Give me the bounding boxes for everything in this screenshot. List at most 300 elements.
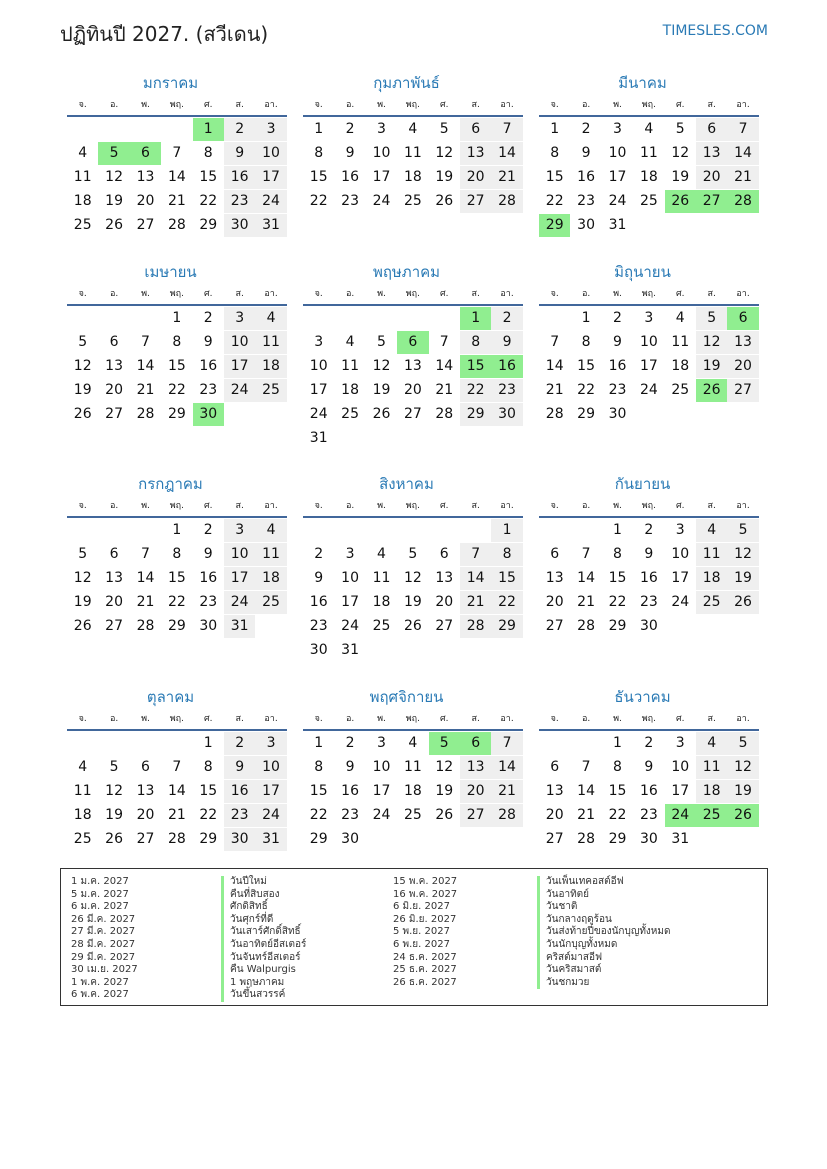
month-name: กุมภาพันธ์ [373, 74, 440, 92]
weekday-label: ส. [235, 100, 244, 110]
day-cell: 2 [314, 546, 324, 562]
month-name: พฤศจิกายน [369, 688, 444, 706]
legend-entry: คืน Walpurgis [221, 964, 306, 977]
day-cell: 1 [581, 310, 591, 326]
empty-cell [67, 118, 98, 141]
weekday-label: พฤ. [641, 501, 656, 511]
day-cell: 1 [314, 735, 324, 751]
legend-entry: วันส่งท้ายปีของนักบุญทั้งหมด [537, 926, 671, 939]
day-cell: 12 [435, 759, 454, 775]
empty-cell [98, 732, 129, 755]
weekday-label: พ. [377, 289, 386, 299]
day-cell: 13 [460, 756, 491, 779]
weekday-label: พฤ. [405, 100, 420, 110]
legend-entry: 6 พ.ค. 2027 [71, 989, 129, 1001]
legend-entry: 6 ม.ค. 2027 [71, 901, 129, 913]
day-cell: 26 [105, 217, 123, 233]
holiday-day-cell: 30 [193, 403, 224, 426]
day-cell: 18 [255, 567, 286, 590]
weekday-label: พฤ. [169, 289, 184, 299]
empty-cell [460, 519, 491, 542]
day-cell: 29 [167, 406, 186, 422]
day-cell: 7 [550, 334, 560, 350]
day-cell: 22 [608, 807, 627, 823]
day-cell: 1 [613, 735, 622, 751]
weekday-label: ส. [235, 501, 244, 511]
holiday-day-cell: 26 [665, 190, 696, 213]
empty-cell [130, 118, 161, 141]
day-cell: 10 [608, 145, 627, 161]
day-cell: 13 [545, 570, 564, 586]
month-calendar [296, 259, 517, 451]
day-cell: 19 [372, 382, 391, 398]
month-name: มกราคม [142, 74, 199, 92]
day-cell: 4 [696, 732, 727, 755]
day-cell: 8 [460, 331, 491, 354]
day-cell: 11 [73, 169, 92, 185]
day-cell: 14 [577, 570, 595, 586]
day-cell: 5 [78, 546, 88, 562]
day-cell: 20 [696, 166, 727, 189]
day-cell: 29 [199, 831, 218, 847]
empty-cell [539, 519, 570, 542]
day-cell: 15 [199, 783, 218, 799]
weekday-header [67, 285, 287, 306]
day-cell: 10 [671, 759, 690, 775]
weekday-label: ศ. [439, 501, 449, 511]
day-cell: 2 [203, 522, 213, 538]
weekday-label: อา. [264, 501, 278, 511]
holiday-day-cell: 25 [696, 804, 727, 827]
day-cell: 3 [345, 546, 355, 562]
day-cell: 18 [403, 169, 422, 185]
weekday-label: พ. [141, 289, 150, 299]
day-cell: 25 [255, 591, 286, 614]
day-cell: 1 [613, 522, 622, 538]
month-calendar [60, 259, 281, 427]
day-cell: 17 [309, 382, 328, 398]
day-cell: 6 [460, 118, 491, 141]
weekday-label: จ. [314, 501, 323, 511]
day-cell: 12 [696, 331, 727, 354]
day-cell: 27 [460, 804, 491, 827]
day-cell: 15 [545, 169, 564, 185]
day-cell: 17 [372, 169, 391, 185]
day-cell: 3 [613, 121, 622, 137]
weekday-label: ศ. [203, 714, 213, 724]
day-cell: 26 [73, 618, 92, 634]
weekday-label: ส. [471, 289, 480, 299]
day-cell: 25 [671, 382, 690, 398]
day-cell: 9 [345, 145, 355, 161]
weekday-label: พฤ. [405, 289, 420, 299]
day-cell: 25 [403, 807, 422, 823]
day-cell: 29 [460, 403, 491, 426]
day-cell: 3 [377, 735, 386, 751]
day-cell: 23 [639, 807, 658, 823]
day-cell: 5 [696, 307, 727, 330]
empty-cell [161, 118, 192, 141]
day-cell: 20 [403, 382, 422, 398]
weekday-label: อา. [264, 714, 278, 724]
day-cell: 20 [105, 594, 123, 610]
empty-cell [539, 307, 570, 330]
day-cell: 6 [550, 759, 560, 775]
weekday-label: ศ. [203, 289, 213, 299]
weekday-header [539, 497, 759, 518]
day-cell: 25 [696, 591, 727, 614]
weekday-label: อา. [264, 100, 278, 110]
day-cell: 1 [203, 735, 213, 751]
day-cell: 21 [136, 382, 155, 398]
month-name: สิงหาคม [379, 475, 434, 493]
weekday-label: อ. [581, 501, 591, 511]
day-cell: 19 [403, 594, 422, 610]
day-cell: 23 [309, 618, 328, 634]
empty-cell [539, 732, 570, 755]
holiday-day-cell: 27 [696, 190, 727, 213]
weekday-label: อ. [345, 714, 355, 724]
day-cell: 22 [577, 382, 595, 398]
day-cell: 2 [224, 118, 255, 141]
day-cell: 22 [608, 594, 627, 610]
day-cell: 3 [644, 310, 654, 326]
day-cell: 17 [224, 567, 255, 590]
day-cell: 19 [435, 783, 454, 799]
day-cell: 26 [372, 406, 391, 422]
legend-entry: วันคริสมาสต์ [537, 964, 671, 977]
day-cell: 24 [255, 804, 286, 827]
weekday-label: ศ. [675, 714, 685, 724]
weekday-header [67, 96, 287, 117]
weekday-header [67, 497, 287, 518]
day-cell: 14 [577, 783, 595, 799]
legend-entry: วันเสาร์ศักดิ์สิทธิ์ [221, 926, 306, 939]
day-cell: 9 [581, 145, 591, 161]
empty-cell [429, 519, 460, 542]
holiday-day-cell: 24 [665, 804, 696, 827]
day-cell: 25 [639, 193, 658, 209]
day-cell: 4 [696, 519, 727, 542]
weekday-label: พ. [613, 289, 622, 299]
day-cell: 7 [141, 546, 150, 562]
day-cell: 9 [224, 756, 255, 779]
legend-entry: 26 มี.ค. 2027 [71, 913, 136, 925]
day-cell: 30 [309, 642, 328, 658]
day-cell: 23 [199, 594, 218, 610]
holiday-day-cell: 6 [460, 732, 491, 755]
day-cell: 30 [199, 618, 218, 634]
day-cell: 5 [377, 334, 386, 350]
day-cell: 27 [105, 618, 123, 634]
weekday-label: จ. [78, 100, 87, 110]
day-cell: 28 [136, 406, 155, 422]
day-cell: 12 [435, 145, 454, 161]
day-cell: 21 [167, 807, 186, 823]
weekday-label: ส. [235, 714, 244, 724]
day-cell: 31 [341, 642, 359, 658]
day-cell: 23 [341, 807, 359, 823]
day-cell: 4 [377, 546, 386, 562]
legend-entry: 1 พ.ค. 2027 [71, 976, 129, 988]
weekday-label: อ. [109, 289, 119, 299]
weekday-label: อ. [345, 501, 355, 511]
weekday-label: ส. [707, 100, 716, 110]
day-cell: 6 [696, 118, 727, 141]
day-cell: 10 [255, 756, 286, 779]
empty-cell [98, 118, 129, 141]
day-cell: 26 [727, 591, 758, 614]
legend-entry: วันกลางฤดูร้อน [537, 914, 671, 927]
weekday-header [539, 710, 759, 731]
legend-entry: วันชกมวย [537, 977, 671, 990]
weekday-label: พ. [613, 501, 622, 511]
day-cell: 9 [203, 334, 213, 350]
day-cell: 4 [408, 735, 418, 751]
weekday-label: อา. [500, 100, 514, 110]
day-cell: 16 [199, 570, 218, 586]
empty-cell [67, 732, 98, 755]
day-cell: 20 [545, 594, 564, 610]
empty-cell [397, 307, 428, 330]
day-cell: 12 [105, 783, 123, 799]
day-cell: 31 [224, 615, 255, 638]
day-cell: 25 [73, 217, 92, 233]
legend-entry: คริสต์มาสอีฟ [537, 952, 671, 965]
day-cell: 31 [671, 831, 690, 847]
day-cell: 8 [314, 759, 324, 775]
legend-entry: วันเพ็นเทคอสต์อีฟ [537, 876, 671, 889]
weekday-label: อา. [736, 714, 750, 724]
day-cell: 10 [341, 570, 359, 586]
day-grid [67, 732, 287, 852]
day-cell: 4 [675, 310, 685, 326]
day-cell: 16 [639, 570, 658, 586]
month-name: ตุลาคม [146, 688, 195, 706]
day-cell: 15 [608, 783, 627, 799]
empty-cell [130, 732, 161, 755]
weekday-header [303, 497, 523, 518]
day-cell: 28 [491, 190, 522, 213]
weekday-label: ส. [707, 501, 716, 511]
day-cell: 12 [105, 169, 123, 185]
day-cell: 6 [439, 546, 449, 562]
day-cell: 7 [439, 334, 449, 350]
day-cell: 7 [460, 543, 491, 566]
weekday-label: จ. [314, 100, 323, 110]
day-cell: 19 [696, 355, 727, 378]
day-cell: 7 [141, 334, 150, 350]
legend-entry: 26 มิ.ย. 2027 [393, 913, 457, 925]
day-cell: 4 [345, 334, 355, 350]
day-cell: 1 [172, 522, 182, 538]
legend-entry: คืนที่สิบสอง [221, 889, 306, 902]
day-cell: 8 [172, 334, 182, 350]
day-cell: 13 [403, 358, 422, 374]
day-cell: 2 [581, 121, 591, 137]
day-cell: 18 [671, 358, 690, 374]
day-cell: 3 [255, 118, 286, 141]
month-calendar [532, 684, 753, 852]
day-cell: 5 [408, 546, 418, 562]
weekday-label: พฤ. [641, 289, 656, 299]
weekday-label: พ. [141, 714, 150, 724]
empty-cell [161, 732, 192, 755]
weekday-label: ศ. [203, 100, 213, 110]
legend-entry: วันขึ้นสวรรค์ [221, 989, 306, 1002]
day-cell: 23 [341, 193, 359, 209]
day-cell: 17 [255, 780, 286, 803]
holiday-day-cell: 5 [429, 732, 460, 755]
day-cell: 4 [644, 121, 654, 137]
day-cell: 12 [372, 358, 391, 374]
day-cell: 23 [608, 382, 627, 398]
day-cell: 15 [167, 358, 186, 374]
day-cell: 11 [696, 543, 727, 566]
holiday-day-cell: 6 [397, 331, 428, 354]
legend-dates-right [393, 876, 457, 989]
day-cell: 5 [727, 519, 758, 542]
month-name: กันยายน [614, 475, 671, 493]
day-cell: 14 [545, 358, 564, 374]
holiday-day-cell: 5 [98, 142, 129, 165]
day-cell: 25 [255, 379, 286, 402]
day-cell: 30 [491, 403, 522, 426]
day-cell: 29 [491, 615, 522, 638]
day-cell: 30 [639, 618, 658, 634]
day-cell: 24 [639, 382, 658, 398]
day-cell: 26 [403, 618, 422, 634]
legend-names-left [221, 876, 306, 1002]
day-cell: 24 [255, 190, 286, 213]
holiday-day-cell: 26 [696, 379, 727, 402]
month-name: เมษายน [144, 263, 197, 281]
day-cell: 11 [73, 783, 92, 799]
day-cell: 28 [136, 618, 155, 634]
day-cell: 13 [105, 358, 123, 374]
weekday-label: จ. [550, 289, 559, 299]
day-cell: 30 [639, 831, 658, 847]
weekday-label: อ. [109, 100, 119, 110]
day-cell: 9 [644, 759, 654, 775]
day-cell: 22 [545, 193, 564, 209]
day-cell: 28 [435, 406, 454, 422]
day-cell: 5 [109, 759, 119, 775]
legend-entry: 5 ม.ค. 2027 [71, 888, 129, 900]
day-grid [303, 118, 523, 214]
weekday-label: พ. [377, 100, 386, 110]
day-cell: 19 [671, 169, 690, 185]
day-cell: 8 [491, 543, 522, 566]
weekday-label: ส. [235, 289, 244, 299]
day-cell: 15 [167, 570, 186, 586]
legend-entry: ศักดิสิทธิ์ [221, 901, 306, 914]
holiday-day-cell: 6 [130, 142, 161, 165]
day-cell: 23 [491, 379, 522, 402]
day-cell: 15 [309, 783, 328, 799]
legend-entry: 16 พ.ค. 2027 [393, 888, 458, 900]
day-cell: 31 [309, 430, 328, 446]
day-cell: 8 [613, 759, 622, 775]
weekday-label: อ. [109, 501, 119, 511]
day-cell: 5 [78, 334, 88, 350]
day-cell: 16 [577, 169, 595, 185]
weekday-label: ศ. [675, 501, 685, 511]
day-cell: 22 [199, 193, 218, 209]
day-grid [303, 732, 523, 852]
day-cell: 3 [675, 522, 685, 538]
site-link[interactable]: TIMESLES.COM [662, 23, 768, 39]
day-cell: 15 [309, 169, 328, 185]
day-cell: 6 [550, 546, 560, 562]
day-cell: 2 [345, 121, 355, 137]
day-cell: 14 [435, 358, 454, 374]
day-cell: 19 [73, 594, 92, 610]
weekday-label: จ. [78, 714, 87, 724]
day-cell: 23 [199, 382, 218, 398]
day-cell: 1 [172, 310, 182, 326]
legend-entry: วันอาทิตย์ [537, 889, 671, 902]
day-cell: 16 [639, 783, 658, 799]
month-calendar [532, 471, 753, 639]
day-cell: 10 [224, 331, 255, 354]
day-cell: 11 [403, 145, 422, 161]
day-cell: 19 [105, 193, 123, 209]
day-cell: 31 [255, 214, 286, 237]
weekday-label: จ. [550, 100, 559, 110]
legend-dates-left [71, 876, 138, 1002]
day-cell: 24 [341, 618, 359, 634]
day-cell: 11 [255, 331, 286, 354]
day-cell: 11 [671, 334, 690, 350]
day-cell: 21 [491, 780, 522, 803]
day-cell: 14 [136, 358, 155, 374]
day-cell: 5 [727, 732, 758, 755]
day-cell: 31 [608, 217, 627, 233]
day-cell: 9 [345, 759, 355, 775]
day-cell: 15 [608, 570, 627, 586]
day-cell: 5 [675, 121, 685, 137]
day-cell: 19 [435, 169, 454, 185]
empty-cell [67, 307, 98, 330]
empty-cell [130, 519, 161, 542]
day-cell: 12 [727, 543, 758, 566]
empty-cell [334, 519, 365, 542]
weekday-label: พฤ. [405, 714, 420, 724]
day-cell: 30 [224, 214, 255, 237]
day-cell: 21 [136, 594, 155, 610]
day-cell: 29 [608, 831, 627, 847]
day-cell: 11 [341, 358, 359, 374]
day-cell: 9 [613, 334, 622, 350]
weekday-header [539, 285, 759, 306]
day-cell: 19 [727, 780, 758, 803]
day-cell: 4 [255, 307, 286, 330]
day-cell: 28 [167, 831, 186, 847]
day-cell: 13 [696, 142, 727, 165]
holiday-day-cell: 28 [727, 190, 758, 213]
day-cell: 25 [403, 193, 422, 209]
month-name: กรกฎาคม [138, 475, 203, 493]
weekday-label: พฤ. [405, 501, 420, 511]
weekday-header [67, 710, 287, 731]
day-cell: 21 [435, 382, 454, 398]
day-cell: 9 [203, 546, 213, 562]
day-cell: 16 [224, 166, 255, 189]
legend-entry: วันอาทิตย์อีสเตอร์ [221, 939, 306, 952]
day-cell: 28 [460, 615, 491, 638]
weekday-label: อา. [500, 501, 514, 511]
